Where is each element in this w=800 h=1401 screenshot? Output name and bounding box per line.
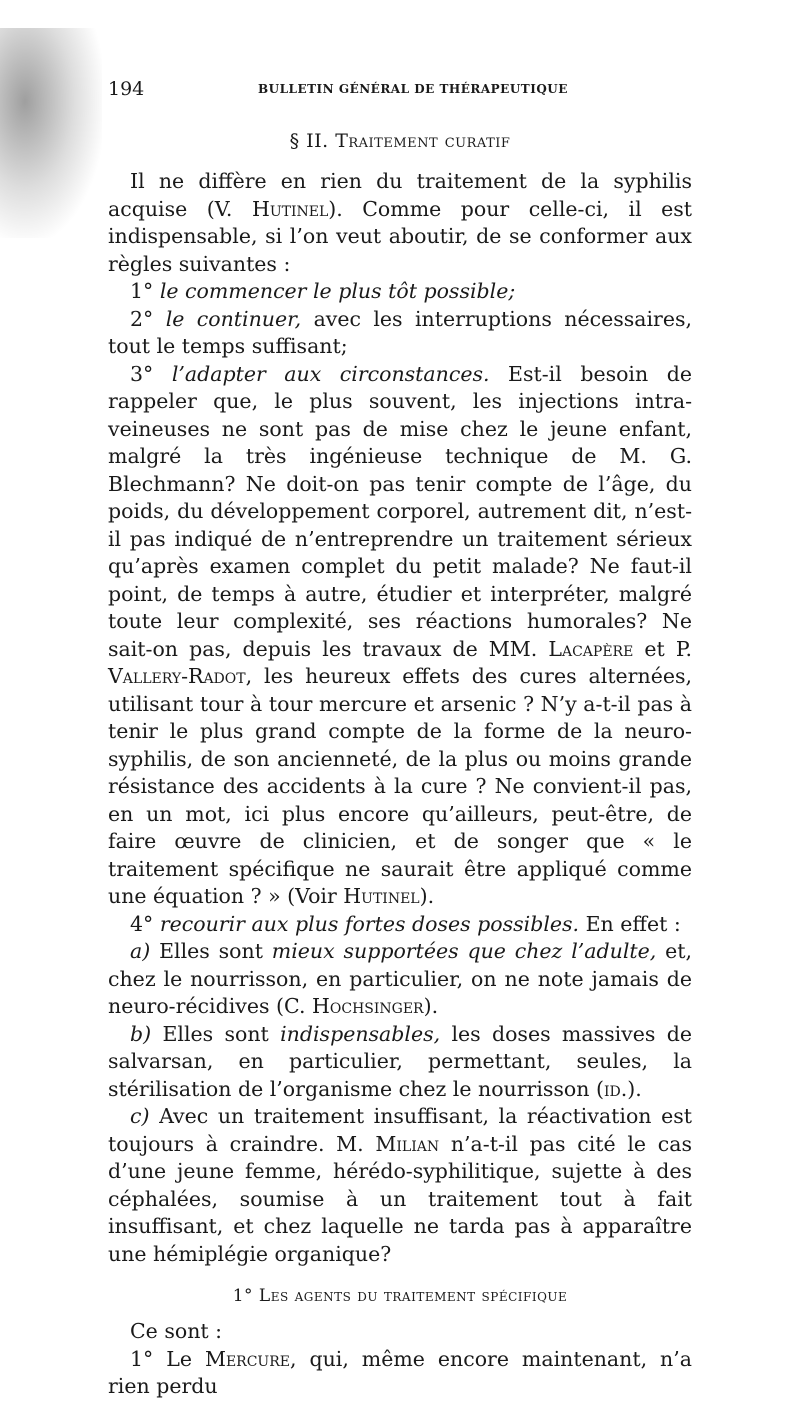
sub-point-a <box>108 938 692 1021</box>
author-hutinel: Hutinel <box>251 196 329 221</box>
sub-b-text-2: les doses massives de salvarsan, en particulier, permettant, seules, la stérilisation de l’organisme chez le nourrisson ( <box>108 1021 692 1101</box>
sub-b-text-3: ). <box>627 1076 642 1101</box>
sub-point-c <box>108 1103 692 1268</box>
sub-point-b <box>108 1021 692 1104</box>
author-vallery-radot: Vallery-Radot <box>108 664 246 688</box>
sub-c-text-1: Avec un traitement insuffisant, la réactivation est toujours à craindre. M. <box>108 1104 692 1156</box>
rule-2-lead: le continuer, <box>165 306 302 331</box>
rule-3-text-1: Est-il besoin de rappeler que, le plus souvent, les injections intra-veineuses ne sont pas de mise chez le jeune enfant, malgré la très ingénieuse technique de M. G. Blechmann? Ne doit-on pas tenir compte de l’âge, du poids, du développement corporel, autrement dit, n’est-il pas indiqué de n’entreprendre un traitement sérieux qu’après examen complet du petit malade? Ne faut-il point, de temps à autre, étudier et interpréter, malgré toute leur complexité, ses réactions humorales? Ne sait-on pas, depuis les travaux de MM. <box>108 361 692 661</box>
sub-a-text-2: et, chez le nourrisson, en particulier, on ne note jamais de neuro-récidives (C. <box>108 939 692 1018</box>
rule-4 <box>108 911 692 939</box>
mercure-number: 1° <box>130 1346 154 1371</box>
book-page <box>108 70 692 1401</box>
paper-stain <box>0 28 102 238</box>
mercure-text-2: , qui, même encore maintenant, n’a rien perdu <box>108 1346 693 1398</box>
rule-1-lead: le commencer le plus tôt possible; <box>159 279 516 303</box>
rule-4-text: En effet : <box>579 911 681 936</box>
author-hutinel-2: Hutinel <box>343 884 420 908</box>
rule-4-number: 4° <box>130 911 154 936</box>
sub-b-label: b) <box>130 1021 152 1046</box>
mercure-text-1: Le <box>153 1346 205 1371</box>
page-number: 194 <box>108 78 145 100</box>
intro-text-1: Il ne diffère en rien du traitement de la syphilis acquise (V. <box>108 169 692 221</box>
rule-1-number: 1° <box>130 279 154 303</box>
sub-b-text-1: Elles sont <box>151 1021 281 1046</box>
sub-b-emphasis: indispensables, <box>280 1021 441 1046</box>
rule-4-lead: recourir aux plus fortes doses possibles. <box>159 911 580 936</box>
sub-a-text-1: Elles sont <box>150 939 272 963</box>
rule-3-number: 3° <box>130 361 154 386</box>
rule-3-text-3: , les heureux effets des cures alternées, utilisant tour à tour mercure et arsenic ? N’y a-t-il pas à tenir le plus grand compte de la forme de la neuro-syphilis, de son ancienneté, de la plus ou moins grande résistance des accidents à la cure ? Ne convient-il pas, en un mot, ici plus encore qu’ailleurs, peut-être, de faire œuvre de clinicien, et de songer que « le traitement spécifique ne saurait être appliqué comme une équation ? » (Voir <box>108 664 692 908</box>
rule-3 <box>108 361 692 911</box>
rule-2-text: avec les interruptions nécessaires, tout le temps suffisant; <box>108 306 692 358</box>
sub-a-text-3: ). <box>423 994 439 1018</box>
section-title: § II. Traitement curatif <box>289 130 511 152</box>
rule-3-lead: l’adapter aux circonstances. <box>171 361 490 386</box>
sub-c-text-2: n’a-t-il pas cité le cas d’une jeune femme, hérédo-syphilitique, sujette à des céphalées, soumise à un traitement tout à fait insuffisant, et chez laquelle ne tarda pas à apparaître une hémiplégie organique? <box>108 1131 692 1266</box>
rule-3-text-4: ). <box>419 884 435 908</box>
rule-2-number: 2° <box>130 306 154 331</box>
running-title: BULLETIN GÉNÉRAL DE THÉRAPEUTIQUE <box>258 82 568 96</box>
author-hochsinger: Hochsinger <box>312 994 424 1018</box>
mercure-paragraph <box>108 1346 692 1401</box>
rule-2 <box>108 306 692 361</box>
sub-c-label: c) <box>130 1104 150 1128</box>
rule-3-text-2: et P. <box>633 636 693 661</box>
author-milian: Milian <box>375 1131 440 1156</box>
agents-heading: 1° Les agents du traitement spécifique <box>232 1286 568 1306</box>
author-lacapere: Lacapère <box>548 636 634 661</box>
sub-a-label: a) <box>130 939 151 963</box>
ce-sont-line: Ce sont : <box>130 1319 223 1343</box>
author-id: id. <box>604 1076 628 1101</box>
intro-text-2: ). Comme pour celle-ci, il est indispensable, si l’on veut aboutir, de se conformer aux règles suivantes : <box>108 196 692 276</box>
page-header <box>108 70 692 100</box>
intro-paragraph <box>108 168 692 278</box>
mercure-name: Mercure <box>204 1346 290 1371</box>
sub-a-emphasis: mieux supportées que chez l’adulte, <box>271 939 657 963</box>
rule-1 <box>108 278 692 306</box>
